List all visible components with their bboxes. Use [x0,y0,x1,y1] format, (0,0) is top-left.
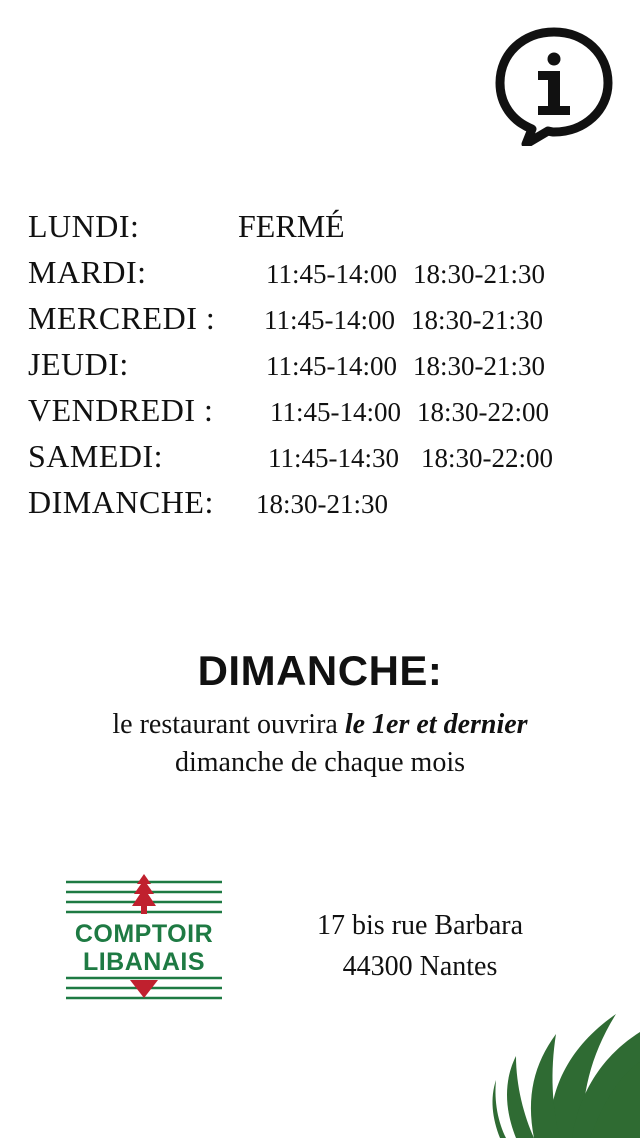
day-label: MERCREDI : [28,300,216,336]
comptoir-libanais-logo [60,868,228,1008]
svg-text:LIBANAIS: LIBANAIS [82,948,206,976]
hours-slot: 18:30-22:00 [421,443,553,473]
info-icon [494,26,614,146]
hours-slot: 18:30-21:30 [256,489,388,519]
day-label: SAMEDI: [28,438,164,474]
hours-slots [270,397,549,428]
notice-line-1 [0,706,640,744]
hours-row [28,208,612,254]
hours-row [28,438,612,484]
svg-text:COMPTOIR: COMPTOIR [74,920,214,948]
day-label: LUNDI: [28,208,140,244]
closed-label: FERMÉ [238,208,345,244]
hours-row [28,254,612,300]
hours-slot: 18:30-21:30 [413,259,545,289]
hours-row [28,346,612,392]
hours-slot: 18:30-21:30 [413,351,545,381]
notice-line-2: dimanche de chaque mois [174,746,465,778]
hours-slots [266,351,545,382]
notice-title: DIMANCHE: [197,647,443,694]
hours-slots [268,443,553,474]
hours-row [28,484,612,530]
notice-line-1-prefix: le restaurant ouvrira [112,709,345,741]
address-street: 17 bis rue Barbara [316,910,524,941]
opening-hours-list [28,208,612,530]
hours-slot: 18:30-21:30 [411,305,543,335]
notice-line-1-emphasis: le 1er et dernier [344,709,528,741]
address-block [250,906,590,987]
hours-slot: 18:30-22:00 [417,397,549,427]
hours-row [28,300,612,346]
day-label: DIMANCHE: [28,484,214,520]
hours-slot: 11:45-14:00 [266,259,397,289]
day-label: MARDI: [28,254,147,290]
day-label: JEUDI: [28,346,129,382]
hours-slot: 11:45-14:00 [266,351,397,381]
hours-slot: 11:45-14:00 [264,305,395,335]
hours-slots [266,259,545,290]
hours-slots [256,489,388,520]
hours-slots [264,305,543,336]
hours-slots [238,208,345,245]
hours-slot: 11:45-14:30 [268,443,399,473]
palm-leaves-decoration [430,968,640,1138]
day-label: VENDREDI : [28,392,214,428]
hours-slot: 11:45-14:00 [270,397,401,427]
hours-row [28,392,612,438]
address-city: 44300 Nantes [342,950,498,982]
sunday-notice [0,648,640,782]
